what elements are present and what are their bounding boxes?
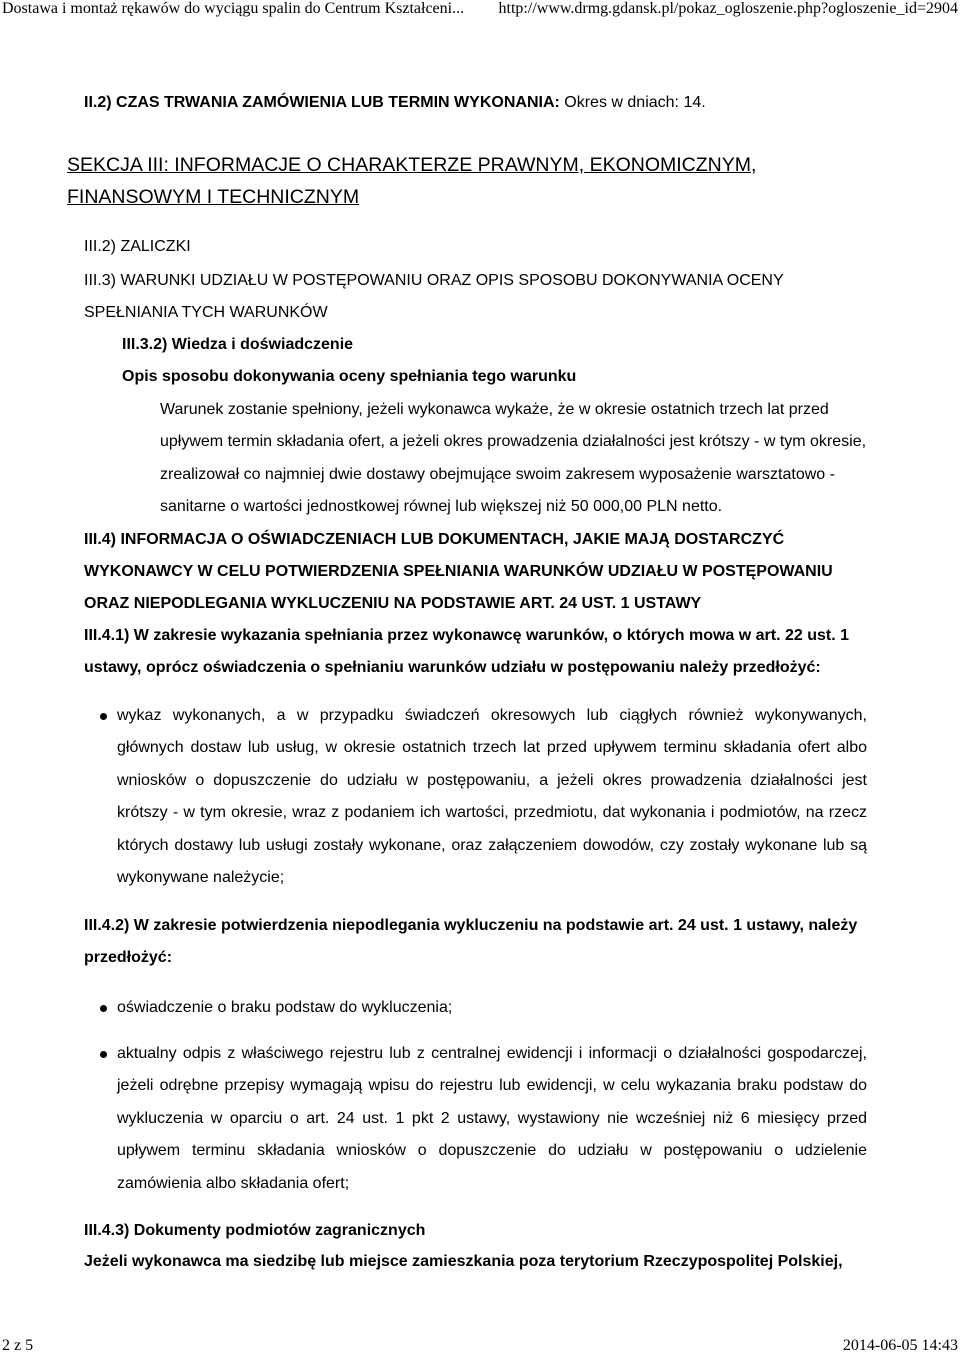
duration-row bbox=[84, 87, 706, 119]
advances-heading: III.2) ZALICZKI bbox=[84, 238, 191, 255]
knowledge-description bbox=[160, 394, 866, 524]
list-item bbox=[117, 992, 867, 1024]
description-line: sanitarne o wartości jednostkowej równej lub większej niż 50 000,00 PLN netto. bbox=[160, 498, 723, 516]
item-4-2-heading-line: III.4.2) W zakresie potwierdzenia niepodlegania wykluczeniu na podstawie art. 24 ust. 1 ustawy, należy bbox=[84, 917, 858, 934]
print-timestamp: 2014-06-05 14:43 bbox=[842, 1337, 958, 1354]
item-4-1-heading-line: ustawy, oprócz oświadczenia o spełnianiu warunków udziału w postępowaniu należy przedłożyć: bbox=[84, 659, 821, 676]
bullet-icon bbox=[100, 1005, 107, 1012]
conditions-heading bbox=[84, 265, 784, 329]
list-item-line: krótszy - w tym okresie, wraz z podaniem ich wartości, przedmiotu, dat wykonania i podmiotów, na rzecz bbox=[117, 804, 867, 822]
item-4-1-heading-line: III.4.1) W zakresie wykazania spełniania przez wykonawcę warunków, o których mowa w art. 22 ust. 1 bbox=[84, 627, 850, 644]
documents-heading bbox=[84, 524, 833, 620]
knowledge-title: III.3.2) Wiedza i doświadczenie bbox=[122, 336, 354, 353]
section-heading-line: FINANSOWYM I TECHNICZNYM bbox=[67, 186, 360, 208]
bullet-icon bbox=[100, 713, 107, 720]
documents-heading-line: ORAZ NIEPODLEGANIA WYKLUCZENIU NA PODSTAWIE ART. 24 UST. 1 USTAWY bbox=[84, 595, 702, 612]
item-4-2-heading-line: przedłożyć: bbox=[84, 949, 173, 966]
list-item-line: zamówienia albo składania ofert; bbox=[117, 1174, 350, 1192]
item-4-1-heading bbox=[84, 620, 849, 684]
documents-heading-line: III.4) INFORMACJA O OŚWIADCZENIACH LUB DOKUMENTACH, JAKIE MAJĄ DOSTARCZYĆ bbox=[84, 531, 785, 548]
conditions-heading-line: SPEŁNIANIA TYCH WARUNKÓW bbox=[84, 304, 328, 321]
list-item-line: jeżeli odrębne przepisy wymagają wpisu do rejestru lub ewidencji, w celu wykazania braku podstaw do bbox=[117, 1077, 867, 1095]
item-4-2-heading bbox=[84, 910, 857, 974]
list-item bbox=[117, 700, 867, 894]
list-item bbox=[117, 1038, 867, 1200]
print-header-title: Dostawa i montaż rękawów do wyciągu spalin do Centrum Kształceni... bbox=[2, 0, 465, 17]
bullet-icon bbox=[100, 1051, 107, 1058]
list-item-line: upływem terminu składania wniosków o dopuszczenie do udziału w postępowaniu o udzielenie bbox=[117, 1142, 867, 1160]
list-item-line: aktualny odpis z właściwego rejestru lub z centralnej ewidencji i informacji o działalności gospodarczej, bbox=[117, 1045, 867, 1062]
print-header-url: http://www.drmg.gdansk.pl/pokaz_ogloszenie.php?ogloszenie_id=2904 bbox=[498, 0, 958, 17]
list-item-line: głównych dostaw lub usług, w okresie ostatnich trzech lat przed upływem terminu składania ofert albo bbox=[117, 739, 867, 757]
conditions-heading-line: III.3) WARUNKI UDZIAŁU W POSTĘPOWANIU ORAZ OPIS SPOSOBU DOKONYWANIA OCENY bbox=[84, 272, 784, 289]
description-line: zrealizował co najmniej dwie dostawy obejmujące swoim zakresem wyposażenie warsztatowo - bbox=[160, 465, 835, 483]
documents-heading-line: WYKONAWCY W CELU POTWIERDZENIA SPEŁNIANIA WARUNKÓW UDZIAŁU W POSTĘPOWANIU bbox=[84, 563, 833, 580]
list-item-line: wykluczenia w oparciu o art. 24 ust. 1 pkt 2 ustawy, wystawiony nie wcześniej niż 6 miesięcy przed bbox=[117, 1109, 867, 1127]
duration-label: II.2) CZAS TRWANIA ZAMÓWIENIA LUB TERMIN WYKONANIA: bbox=[84, 94, 560, 111]
section-heading bbox=[67, 149, 756, 213]
item-4-3-heading: III.4.3) Dokumenty podmiotów zagranicznych bbox=[84, 1222, 426, 1239]
list-item-line: których dostawy lub usługi zostały wykonane, oraz załączeniem dowodów, czy zostały wykonane lub są bbox=[117, 836, 867, 854]
description-line: upływem termin składania ofert, a jeżeli okres prowadzenia działalności jest krótszy - w tym okresie, bbox=[160, 433, 867, 451]
list-item-line: oświadczenie o braku podstaw do wykluczenia; bbox=[117, 999, 453, 1016]
knowledge-subtitle: Opis sposobu dokonywania oceny spełniania tego warunku bbox=[122, 368, 577, 385]
page-number: 2 z 5 bbox=[2, 1337, 34, 1354]
item-4-3-text: Jeżeli wykonawca ma siedzibę lub miejsce zamieszkania poza terytorium Rzeczypospolitej Polskiej, bbox=[84, 1253, 843, 1270]
list-item-line: wykonywane należycie; bbox=[117, 868, 285, 886]
list-item-line: wykaz wykonanych, a w przypadku świadczeń okresowych lub ciągłych również wykonywanych, bbox=[117, 707, 867, 724]
section-heading-line: SEKCJA III: INFORMACJE O CHARAKTERZE PRAWNYM, EKONOMICZNYM, bbox=[67, 154, 757, 176]
list-item-line: wniosków o dopuszczenie do udziału w postępowaniu, a jeżeli okres prowadzenia działalności jest bbox=[117, 771, 867, 789]
duration-value: Okres w dniach: 14. bbox=[564, 94, 706, 111]
description-line: Warunek zostanie spełniony, jeżeli wykonawca wykaże, że w okresie ostatnich trzech lat przed bbox=[160, 401, 829, 418]
